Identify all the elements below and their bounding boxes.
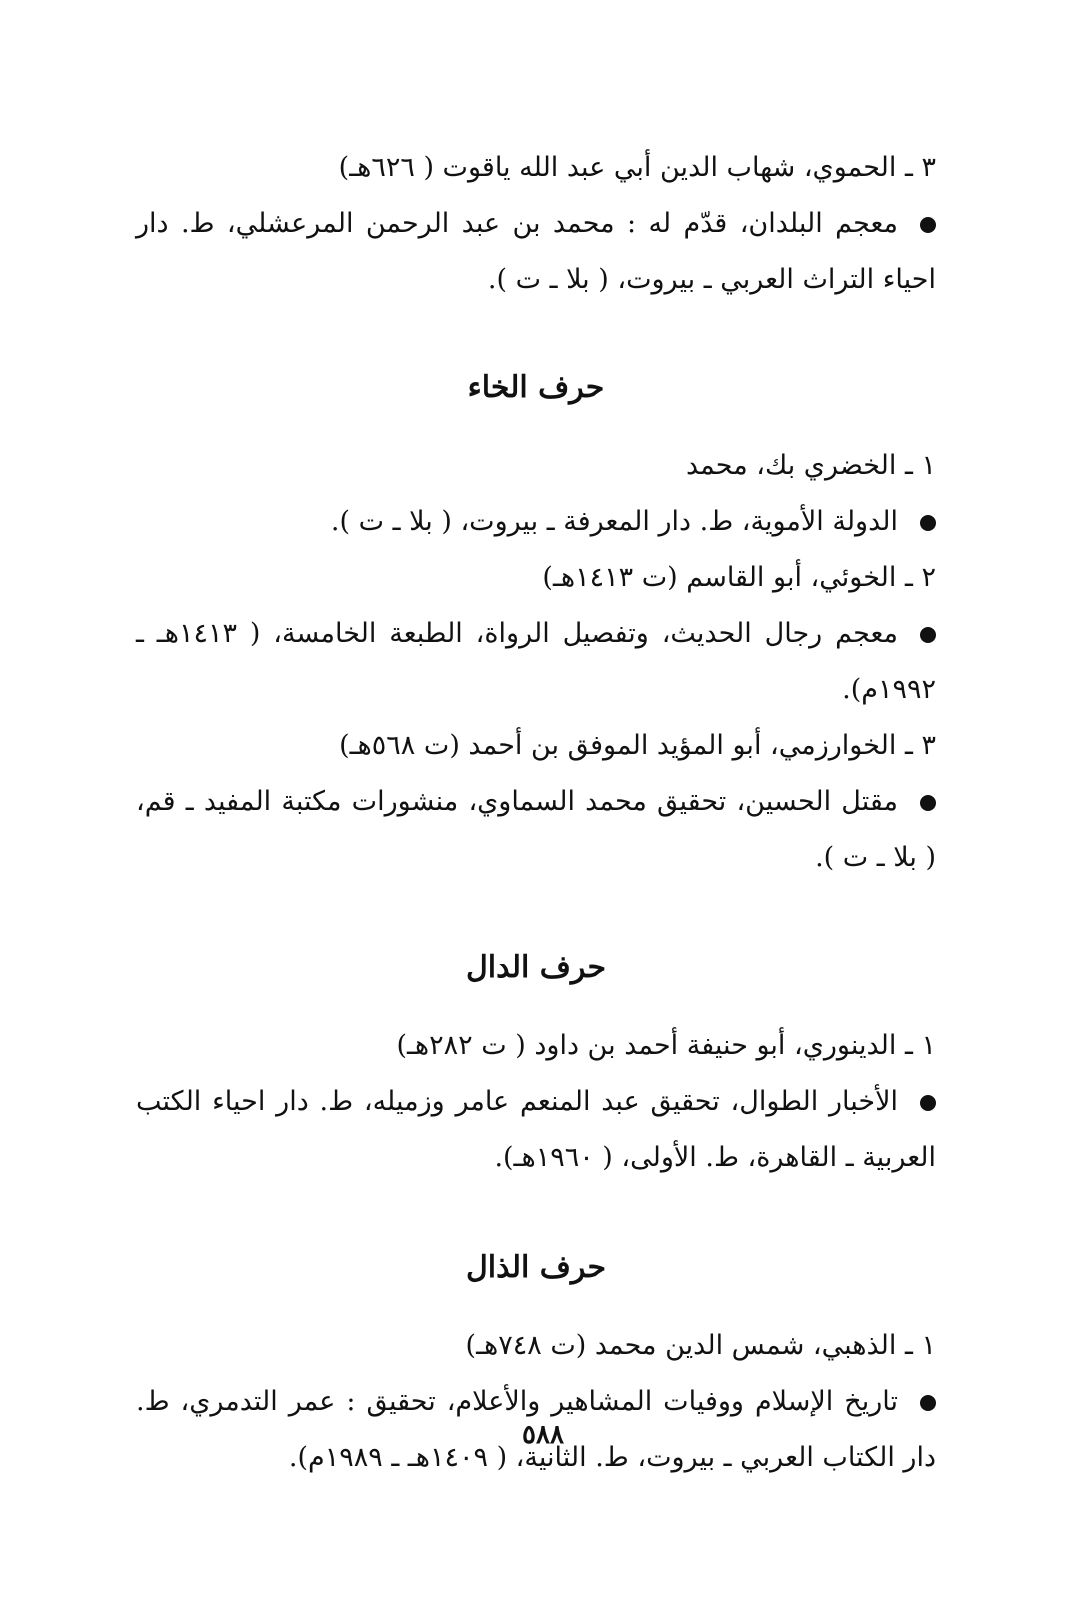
- entry-author: ١ ـ الذهبي، شمس الدين محمد (ت ٧٤٨هـ): [465, 1330, 936, 1361]
- bullet-icon: [920, 627, 936, 643]
- bibliography-content: [136, 140, 936, 1486]
- bullet-icon: [920, 217, 936, 233]
- section-heading: حرف الذال: [466, 1250, 606, 1285]
- entry-work-text: الدولة الأموية، ط. دار المعرفة ـ بيروت، ( بلا ـ ت ).: [330, 506, 898, 537]
- entry-author: ١ ـ الدينوري، أبو حنيفة أحمد بن داود ( ت ٢٨٢هـ): [396, 1030, 936, 1061]
- entry-work: [136, 196, 936, 308]
- entry-author: ٢ ـ الخوئي، أبو القاسم (ت ١٤١٣هـ): [542, 562, 936, 593]
- entry-work: [136, 1074, 936, 1186]
- entry-work: [136, 606, 936, 718]
- entry-author: ٣ ـ الحموي، شهاب الدين أبي عبد الله ياقوت ( ٦٢٦هـ): [338, 152, 936, 183]
- entry-work-text: مقتل الحسين، تحقيق محمد السماوي، منشورات مكتبة المفيد ـ قم، ( بلا ـ ت ).: [136, 786, 936, 873]
- bullet-icon: [920, 1095, 936, 1111]
- entry-work-text: معجم البلدان، قدّم له : محمد بن عبد الرحمن المرعشلي، ط. دار احياء التراث العربي ـ بيروت، ( بلا ـ ت ).: [136, 208, 936, 295]
- page-number: ٥٨٨: [522, 1420, 564, 1450]
- entry-author: ٣ ـ الخوارزمي، أبو المؤيد الموفق بن أحمد (ت ٥٦٨هـ): [339, 730, 936, 761]
- bullet-icon: [920, 1395, 936, 1411]
- section-heading: حرف الخاء: [467, 370, 605, 405]
- entry-work: [136, 774, 936, 886]
- entry-work-text: معجم رجال الحديث، وتفصيل الرواة، الطبعة الخامسة، ( ١٤١٣هـ ـ ١٩٩٢م).: [136, 618, 936, 705]
- section-heading: حرف الدال: [466, 950, 606, 985]
- bullet-icon: [920, 795, 936, 811]
- entry-author: ١ ـ الخضري بك، محمد: [685, 450, 936, 481]
- entry-work-text: تاريخ الإسلام ووفيات المشاهير والأعلام، تحقيق : عمر التدمري، ط. دار الكتاب العربي ـ بيروت، ط. الثانية، ( ١٤٠٩هـ ـ ١٩٨٩م).: [136, 1386, 936, 1473]
- entry-work-text: الأخبار الطوال، تحقيق عبد المنعم عامر وزميله، ط. دار احياء الكتب العربية ـ القاهرة، ط. الأولى، ( ١٩٦٠هـ).: [136, 1086, 936, 1173]
- entry-work: [136, 494, 936, 550]
- bullet-icon: [920, 515, 936, 531]
